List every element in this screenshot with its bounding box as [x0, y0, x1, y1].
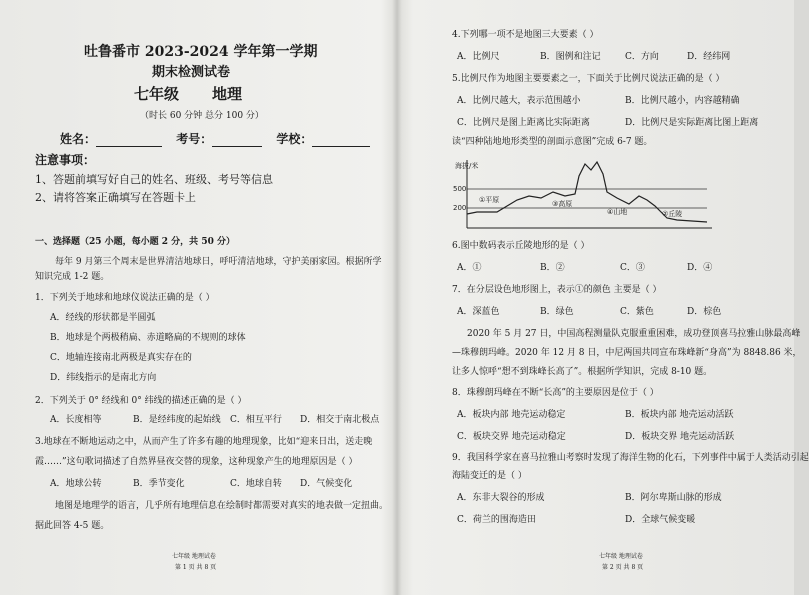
note-2: 2、请将答案正确填写在答题卡上 [35, 191, 196, 204]
name-blank [96, 136, 162, 147]
q8-option-c: C．板块交界 地壳运动稳定 [457, 432, 566, 442]
exam-no-label: 考号： [176, 132, 213, 146]
q2-option-b: B．是经纬度的起始线 [133, 415, 221, 425]
passage-line-3: 让多人惊呼“想不到珠峰长高了”。根据所学知识，完成 8-10 题。 [452, 367, 713, 377]
school-label: 学校： [276, 132, 313, 146]
q1-option-b: B．地球是个两极稍扁、赤道略扁的不规则的球体 [50, 333, 246, 343]
intro-6-7: 读“四种陆地地形类型的剖面示意图”完成 6-7 题。 [452, 137, 653, 147]
q5-option-b: B．比例尺越小，内容越精确 [625, 96, 740, 106]
school-blank [312, 136, 370, 147]
question-8: 8．珠穆朗玛峰在不断“长高”的主要原因是位于（ ） [452, 388, 659, 398]
question-6: 6.图中数码表示丘陵地形的是（ ） [452, 241, 590, 251]
question-1: 1．下列关于地球和地球仪说法正确的是（ ） [35, 293, 215, 303]
intro-3-line-2: 据此回答 4-5 题。 [35, 521, 110, 531]
q4-option-b: B．图例和注记 [540, 52, 601, 62]
q8-option-a: A．板块内部 地壳运动稳定 [457, 410, 566, 420]
q7-option-c: C．紫色 [620, 307, 654, 317]
exam-subtitle: 期末检测试卷 [152, 65, 231, 80]
q8-option-b: B．板块内部 地壳运动活跃 [625, 410, 734, 420]
q5-option-c: C．比例尺是图上距离比实际距离 [457, 118, 590, 128]
label-plateau: ③高原 [552, 200, 573, 208]
footer-subject-2: 七年级 地理试卷 [599, 553, 643, 560]
question-3-line-2: 霞……”这句歌词描述了自然界昼夜交替的现象，这种现象产生的地理原因是（ ） [35, 457, 358, 467]
q1-option-c: C．地轴连接南北两极是真实存在的 [50, 353, 192, 363]
question-9-line-2: 海陆变迁的是（ ） [452, 471, 527, 481]
q1-option-d: D．纬线指示的是南北方向 [50, 373, 157, 383]
footer-subject: 七年级 地理试卷 [172, 553, 216, 560]
tick-200: 200 [453, 204, 467, 212]
passage-line-2: —珠穆朗玛峰。2020 年 12 月 8 日，中尼两国共同宣布珠峰新“身高”为 8848.86 米， [452, 348, 802, 358]
q1-option-a: A．经线的形状都是半圆弧 [50, 313, 156, 323]
q7-option-d: D．棕色 [687, 307, 722, 317]
footer-page-2: 第 2 页 共 8 页 [602, 564, 644, 571]
q5-option-d: D．比例尺是实际距离比图上距离 [625, 118, 759, 128]
q4-option-d: D．经纬网 [687, 52, 731, 62]
question-5: 5.比例尺作为地图主要要素之一，下面关于比例尺说法正确的是（ ） [452, 74, 725, 84]
footer-page: 第 1 页 共 8 页 [175, 564, 217, 571]
question-3-line-1: 3.地球在不断地运动之中，从而产生了许多有趣的地理现象，比如“迎来日出，送走晚 [35, 437, 373, 447]
figure-ylabel: 海拔/米 [455, 162, 479, 170]
intro-1-line-2: 知识完成 1-2 题。 [35, 272, 110, 282]
intro-1-line-1: 每年 9 月第三个周末是世界清洁地球日，呼吁清洁地球，守护美丽家园。根据所学 [55, 257, 382, 267]
exam-grade: 七年级 [134, 85, 180, 103]
exam-title: 吐鲁番市 2023-2024 学年第一学期 [84, 44, 318, 60]
q9-option-b: B．阿尔卑斯山脉的形成 [625, 493, 722, 503]
notes-title: 注意事项： [35, 153, 96, 167]
q9-option-a: A．东非大裂谷的形成 [457, 493, 545, 503]
question-9-line-1: 9．我国科学家在喜马拉雅山考察时发现了海洋生物的化石，下列事件中属于人类活动引起 [452, 453, 809, 463]
q2-option-c: C．相互平行 [230, 415, 282, 425]
label-plain: ①平原 [479, 196, 500, 204]
exam-no-blank [212, 136, 262, 147]
label-hills: ②丘陵 [662, 210, 683, 218]
q3-option-b: B．季节变化 [133, 479, 185, 489]
q6-option-d: D．④ [687, 263, 713, 273]
time-info: （时长 60 分钟 总分 100 分） [140, 111, 264, 121]
question-7: 7．在分层设色地形图上，表示①的颜色 主要是（ ） [452, 285, 662, 295]
q8-option-d: D．板块交界 地壳运动活跃 [625, 432, 735, 442]
tick-500: 500 [453, 185, 467, 193]
q3-option-d: D．气候变化 [300, 479, 353, 489]
intro-3-line-1: 地图是地理学的语言，几乎所有地理信息在绘制时都需要对真实的地表做一定扭曲。 [55, 501, 389, 511]
q6-option-a: A．① [457, 263, 482, 273]
name-label: 姓名： [60, 132, 97, 146]
exam-subject: 地理 [212, 85, 243, 103]
q3-option-a: A．地球公转 [50, 479, 102, 489]
q7-option-a: A．深蓝色 [457, 307, 500, 317]
q4-option-a: A．比例尺 [457, 52, 500, 62]
label-mountain: ④山地 [607, 208, 628, 216]
passage-line-1: 2020 年 5 月 27 日，中国高程测量队克服重重困难，成功登顶喜马拉雅山脉最高峰 [467, 329, 801, 339]
info-row [60, 132, 370, 147]
question-2: 2．下列关于 0° 经线和 0° 纬线的描述正确的是（ ） [35, 396, 247, 406]
q9-option-d: D．全球气候变暖 [625, 515, 696, 525]
q4-option-c: C．方向 [625, 52, 659, 62]
note-1: 1、答题前填写好自己的姓名、班级、考号等信息 [35, 173, 273, 186]
q2-option-d: D．相交于南北极点 [300, 415, 380, 425]
page-1 [0, 0, 397, 595]
terrain-profile-figure [453, 156, 717, 234]
q2-option-a: A．长度相等 [50, 415, 102, 425]
q3-option-c: C．地球自转 [230, 479, 282, 489]
question-4: 4.下列哪一项不是地图三大要素（ ） [452, 30, 599, 40]
q5-option-a: A．比例尺越大，表示范围越小 [457, 96, 581, 106]
page-2 [397, 0, 809, 595]
q9-option-c: C．荷兰的围海造田 [457, 515, 536, 525]
q6-option-c: C．③ [620, 263, 645, 273]
q7-option-b: B．绿色 [540, 307, 574, 317]
q6-option-b: B．② [540, 263, 565, 273]
section-1-heading: 一、选择题（25 小题，每小题 2 分，共 50 分） [35, 237, 235, 247]
